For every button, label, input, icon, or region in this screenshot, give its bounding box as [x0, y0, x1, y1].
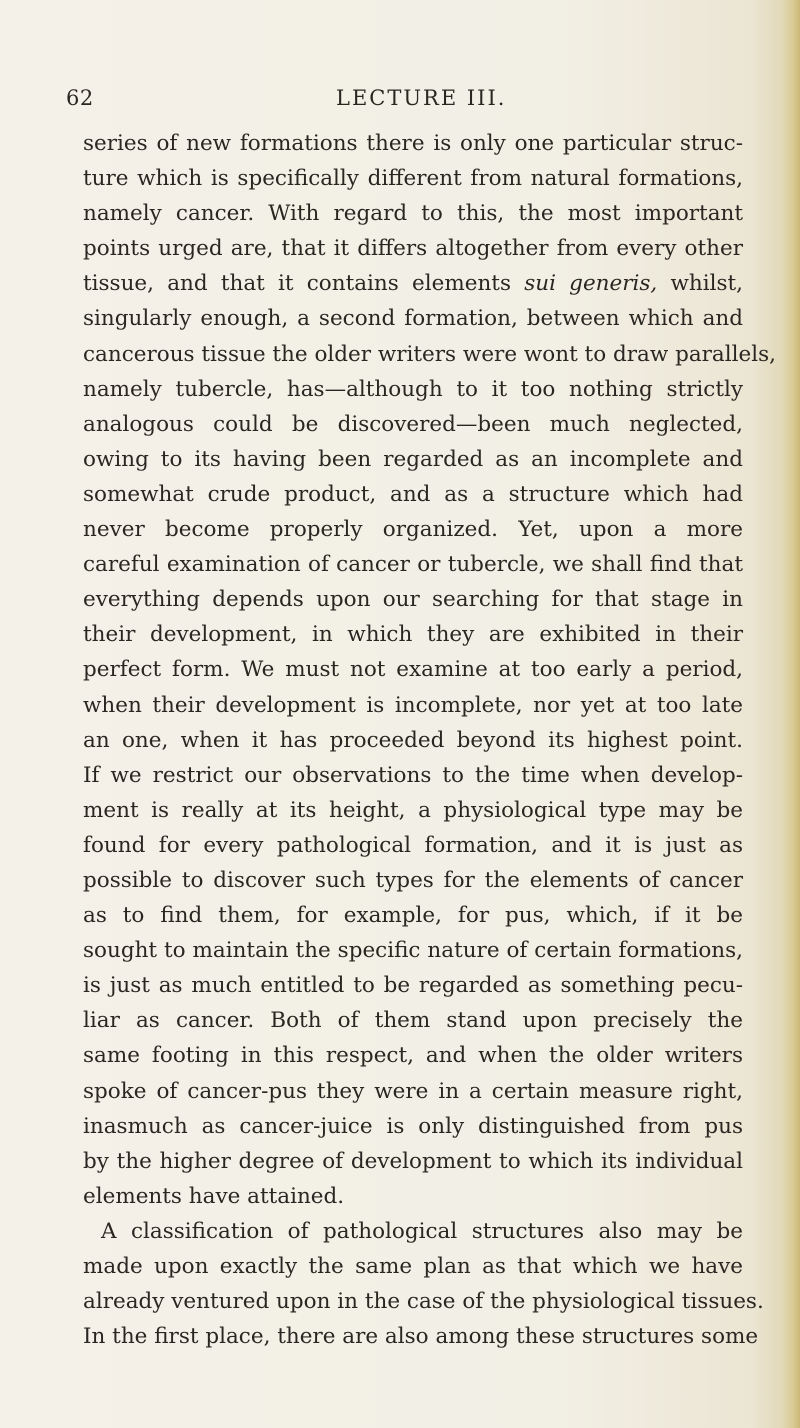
text-line: singularly enough, a second formation, between which and [83, 306, 743, 332]
text-line: possible to discover such types for the elements of cancer [83, 867, 743, 893]
text-line: If we restrict our observations to the time when develop- [83, 762, 743, 788]
text-line: ment is really at its height, a physiological type may be [83, 797, 743, 823]
page-header [66, 86, 756, 116]
text-line: sought to maintain the specific nature of certain formations, [83, 938, 743, 964]
text-line: is just as much entitled to be regarded as something pecu- [83, 973, 743, 999]
text-line: ture which is specifically different from natural formations, [83, 166, 743, 192]
page-number: 62 [66, 86, 94, 110]
text-line: series of new formations there is only one particular struc- [83, 131, 743, 156]
text-line: already ventured upon in the case of the physiological tissues. [83, 1289, 764, 1315]
text-line: when their development is incomplete, nor yet at too late [83, 692, 743, 718]
body-text [83, 126, 776, 1354]
text-segment: tissue, and that it contains elements [83, 271, 525, 297]
text-line: inasmuch as cancer-juice is only distinguished from pus [83, 1113, 743, 1139]
text-line: never become properly organized. Yet, upon a more [83, 517, 743, 543]
text-line: cancerous tissue the older writers were wont to draw parallels, [83, 341, 776, 367]
page-edge-shadow [782, 0, 800, 1428]
text-line: points urged are, that it differs altogether from every other [83, 236, 743, 262]
italic-phrase: sui generis, [524, 271, 658, 297]
text-line: spoke of cancer-pus they were in a certain measure right, [83, 1078, 743, 1104]
text-line: made upon exactly the same plan as that which we have [83, 1254, 743, 1279]
text-line: perfect form. We must not examine at too early a period, [83, 657, 743, 683]
text-line: by the higher degree of development to which its individual [83, 1148, 743, 1174]
text-line: somewhat crude product, and as a structure which had [83, 481, 743, 507]
text-line: found for every pathological formation, and it is just as [83, 832, 743, 858]
running-head: LECTURE III. [336, 86, 507, 110]
text-line: A classification of pathological structures also may be [101, 1218, 743, 1244]
text-line: same footing in this respect, and when the older writers [83, 1043, 743, 1069]
text-line: In the first place, there are also among these structures some [83, 1324, 759, 1350]
text-line: namely cancer. With regard to this, the most important [83, 201, 743, 227]
text-line: an one, when it has proceeded beyond its highest point. [83, 727, 743, 753]
text-line: namely tubercle, has—although to it too nothing strictly [83, 376, 743, 402]
text-line: analogous could be discovered—been much neglected, [83, 411, 743, 437]
text-line: as to find them, for example, for pus, which, if it be [83, 903, 743, 929]
text-line: liar as cancer. Both of them stand upon precisely the [83, 1008, 743, 1034]
text-line: owing to its having been regarded as an incomplete and [83, 446, 743, 472]
text-line: everything depends upon our searching for that stage in [83, 587, 743, 613]
text-line: careful examination of cancer or tubercle, we shall find that [83, 552, 743, 578]
text-line [83, 266, 743, 301]
text-line: their development, in which they are exhibited in their [83, 622, 743, 648]
text-segment: whilst, [657, 271, 743, 297]
text-line: elements have attained. [83, 1183, 345, 1209]
